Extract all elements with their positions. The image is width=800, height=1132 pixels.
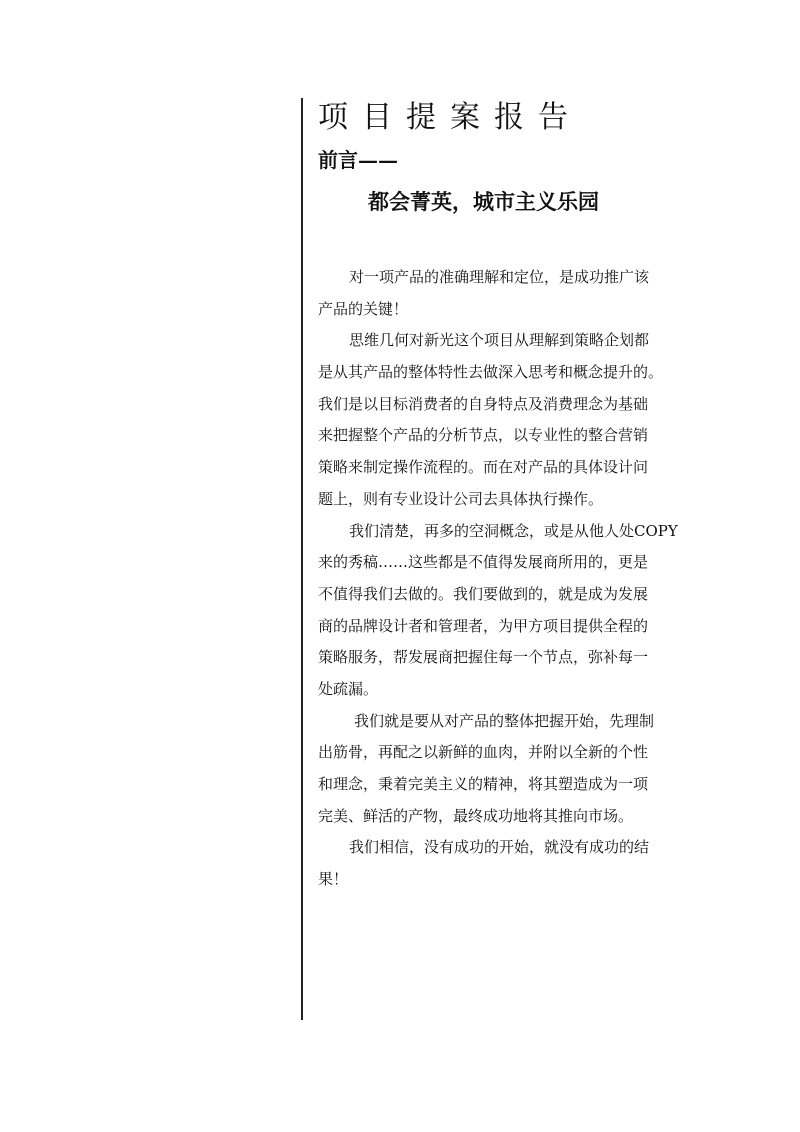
margin-rule	[301, 98, 303, 1020]
text-line: 题上，则有专业设计公司去具体执行操作。	[318, 489, 604, 508]
text-line: 不值得我们去做的。我们要做到的，就是成为发展	[318, 584, 649, 603]
text-line: 思维几何对新光这个项目从理解到策略企划都	[349, 331, 650, 350]
text-line: 来把握整个产品的分析节点，以专业性的整合营销	[318, 426, 649, 445]
text-line: 和理念，秉着完美主义的精神，将其塑造成为一项	[318, 775, 649, 793]
text-line: 出筋骨，再配之以新鲜的血肉，并附以全新的个性	[318, 743, 649, 762]
text-line: 是从其产品的整体特性去做深入思考和概念提升的。	[318, 363, 664, 382]
text-line: 我们就是要从对产品的整体把握开始，先理制	[354, 711, 655, 730]
report-subtitle: 都会菁英，城市主义乐园	[368, 189, 599, 214]
text-line: 果！	[318, 870, 349, 889]
text-line: 策略来制定操作流程的。而在对产品的具体设计问	[318, 458, 649, 477]
preface-label: 前言——	[318, 148, 398, 172]
report-title: 项目提案报告	[318, 100, 582, 135]
body-text	[318, 262, 698, 896]
text-line: 来的秀稿……这些都是不值得发展商所用的，更是	[318, 553, 649, 572]
text-line: 策略服务，帮发展商把握住每一个节点，弥补每一	[318, 648, 649, 667]
text-line: 对一项产品的准确理解和定位，是成功推广该	[349, 268, 650, 286]
text-line: 我们是以目标消费者的自身特点及消费理念为基础	[318, 394, 649, 413]
text-line: 商的品牌设计者和管理者，为甲方项目提供全程的	[318, 616, 649, 635]
text-line: 我们清楚，再多的空洞概念，或是从他人处COPY	[349, 521, 678, 540]
text-line: 完美、鲜活的产物，最终成功地将其推向市场。	[318, 806, 634, 825]
text-line: 产品的关键！	[318, 299, 409, 318]
text-line: 我们相信，没有成功的开始，就没有成功的结	[349, 838, 650, 857]
text-line: 处疏漏。	[318, 679, 379, 698]
